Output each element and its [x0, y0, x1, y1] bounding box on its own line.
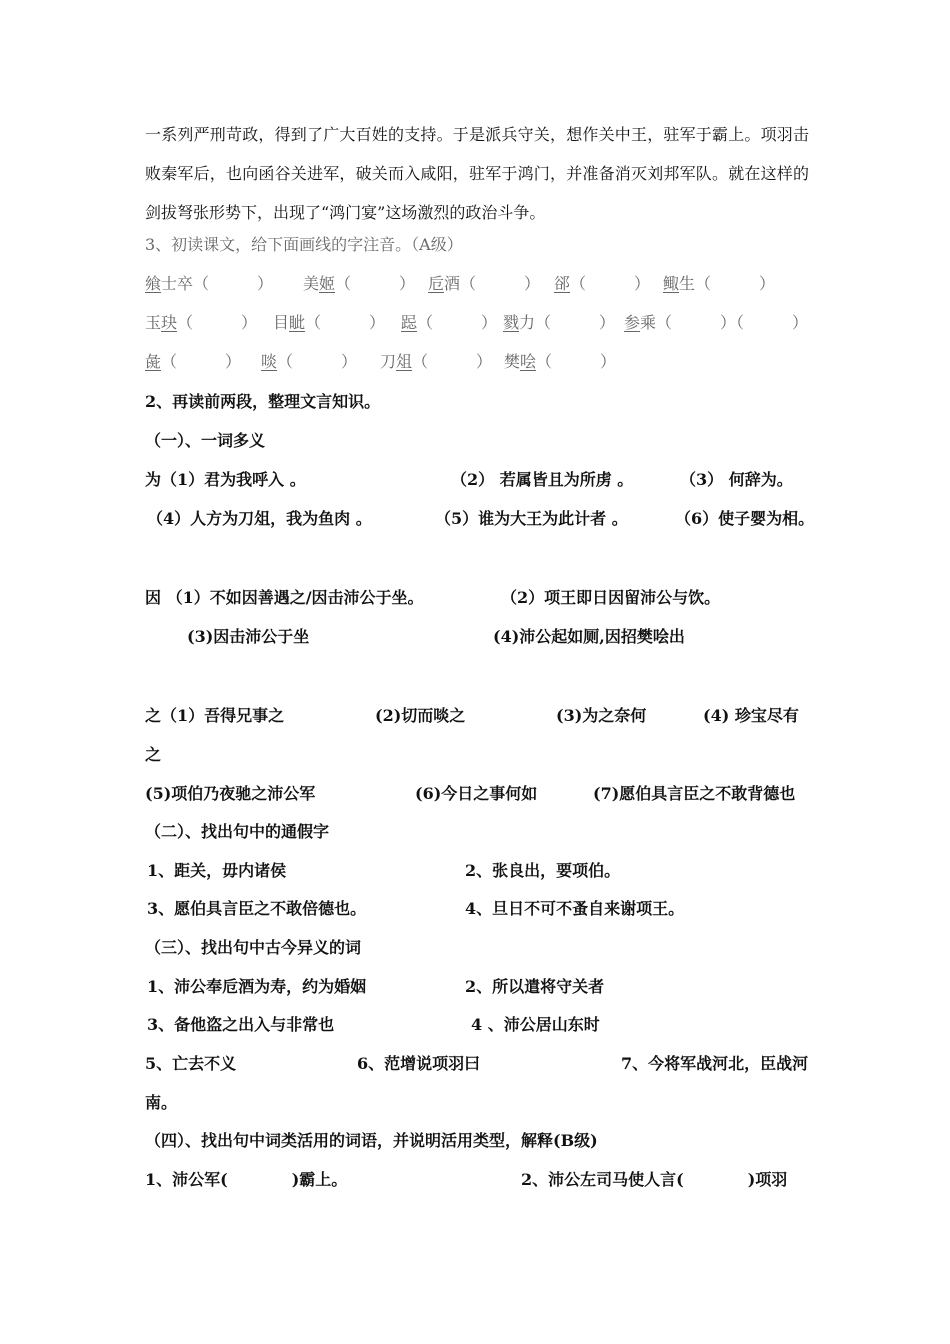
yin-item: (4)沛公起如厕,因招樊哙出: [493, 627, 685, 646]
zhi-item: (5)项伯乃夜驰之沛公军: [145, 784, 316, 803]
pinyin-item: 卮酒（ ）: [428, 274, 541, 293]
intro-line-2: 败秦军后，也向函谷关进军，破关而入咸阳，驻军于鸿门，并准备消灭刘邦军队。就在这样的: [145, 164, 810, 183]
pinyin-item: 啖（ ）: [261, 352, 358, 371]
gujin-item: 4 、沛公居山东时: [471, 1015, 600, 1034]
wei-item: （2） 若属皆且为所虏 。: [451, 470, 634, 489]
pinyin-item: 刀俎（ ）: [380, 352, 493, 371]
pinyin-item: 飨士卒（ ）: [145, 274, 274, 293]
yin-item: 因 （1）不如因善遇之/因击沛公于坐。: [145, 588, 424, 607]
pinyin-item: 美姬（ ）: [303, 274, 416, 293]
pinyin-item: 郤（ ）: [554, 274, 651, 293]
pinyin-item: 鲰生（ ）: [663, 274, 776, 293]
wei-item: （4）人方为刀俎，我为鱼肉 。: [147, 509, 372, 528]
section-gujin: （三）、找出句中古今异义的词: [145, 938, 362, 957]
huoyong-item: 2、沛公左司马使人言( )项羽: [521, 1170, 788, 1189]
gujin-item: 7、今将军战河北，臣战河: [621, 1054, 809, 1073]
huoyong-item: 1、沛公军( )霸上。: [145, 1170, 348, 1189]
gujin-item: 1、沛公奉卮酒为寿，约为婚姻: [147, 977, 367, 996]
tongjia-item: 1、距关，毋内诸侯: [147, 861, 287, 880]
gujin-item: 6、范增说项羽曰: [357, 1054, 481, 1073]
intro-line-1: 一系列严刑苛政，得到了广大百姓的支持。于是派兵守关，想作关中王，驻军于霸上。项羽击: [145, 125, 810, 144]
wei-item: （6）使子婴为相。: [675, 509, 815, 528]
section-tongjia: （二）、找出句中的通假字: [145, 822, 330, 841]
zhi-item: 之（1）吾得兄事之: [145, 706, 285, 725]
intro-line-3: 剑拔弩张形势下，出现了“鸿门宴”这场激烈的政治斗争。: [145, 203, 546, 222]
section-huoyong: （四）、找出句中词类活用的词语，并说明活用类型，解释(B级): [145, 1131, 598, 1150]
q3-heading: 3、初读课文，给下面画线的字注音。（A级）: [145, 235, 463, 254]
zhi-item: (4) 珍宝尽有: [703, 706, 799, 725]
gujin-item: 3、备他盗之出入与非常也: [147, 1015, 335, 1034]
q2-heading: 2、再读前两段，整理文言知识。: [145, 392, 381, 411]
wei-item: 为（1）君为我呼入 。: [145, 470, 306, 489]
yin-item: （2）项王即日因留沛公与饮。: [501, 588, 721, 607]
zhi-item: (7)愿伯具言臣之不敢背德也: [593, 784, 796, 803]
gujin-item: 2、所以遣将守关者: [465, 977, 605, 996]
tongjia-item: 3、愿伯具言臣之不敢倍德也。: [147, 899, 367, 918]
gujin-row-3-continued: 南。: [145, 1093, 178, 1112]
tongjia-item: 4、旦日不可不蚤自来谢项王。: [465, 899, 685, 918]
wei-item: （3） 何辞为。: [680, 470, 793, 489]
yin-item: (3)因击沛公于坐: [187, 627, 310, 646]
wei-item: （5）谁为大王为此计者 。: [435, 509, 628, 528]
pinyin-item: 樊哙（ ）: [504, 352, 617, 371]
zhi-item: (2)切而啖之: [375, 706, 466, 725]
pinyin-item: 彘（ ）: [145, 352, 242, 371]
pinyin-item: 戮力（ ）: [503, 313, 616, 332]
pinyin-item: 参乘（ ）（ ）: [624, 313, 809, 332]
tongjia-item: 2、张良出，要项伯。: [465, 861, 621, 880]
zhi-row-1-continued: 之: [145, 745, 162, 764]
pinyin-item: 玉玦（ ）: [145, 313, 258, 332]
pinyin-item: 跽（ ）: [401, 313, 498, 332]
gujin-item: 5、亡去不义: [145, 1054, 237, 1073]
pinyin-item: 目眦（ ）: [273, 313, 386, 332]
zhi-item: (3)为之奈何: [556, 706, 647, 725]
zhi-item: (6)今日之事何如: [415, 784, 538, 803]
section-polysemy: （一）、一词多义: [145, 431, 266, 450]
